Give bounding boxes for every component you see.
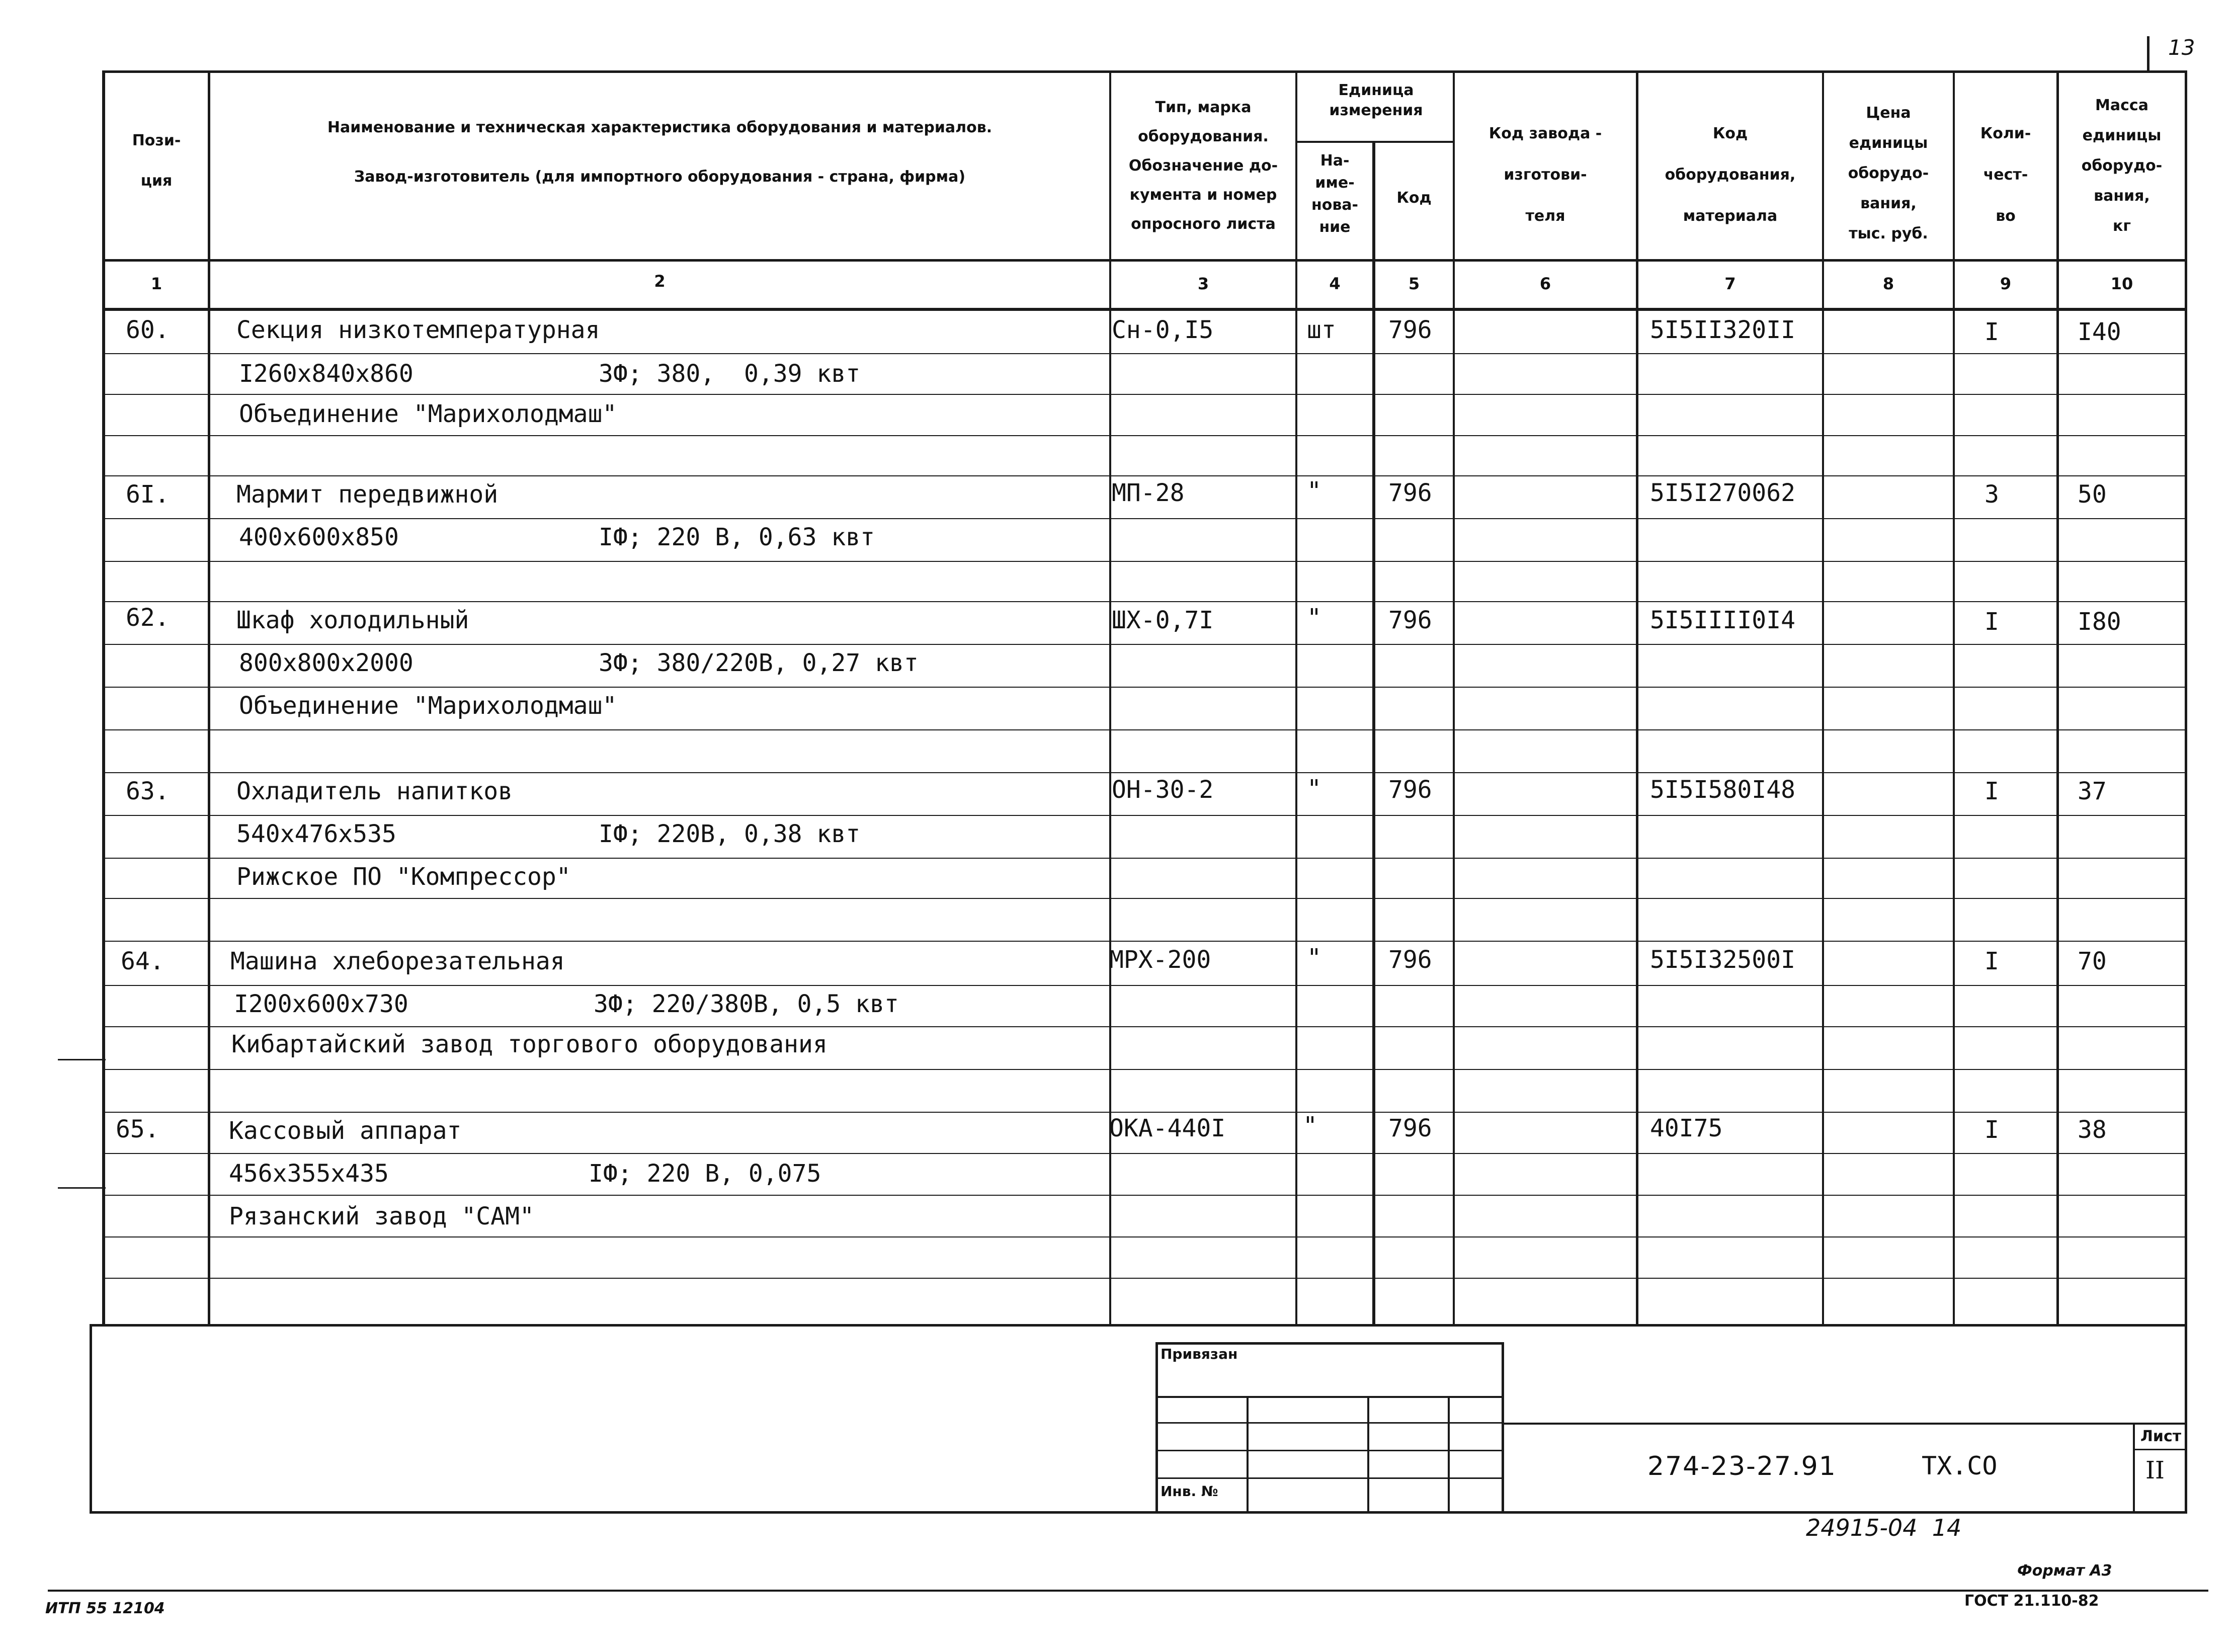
header-name-line1: Наименование и техническая характеристика оборудования и материалов. (327, 119, 992, 136)
stamp-box-left (1155, 1342, 1158, 1512)
row-line (102, 1026, 2187, 1027)
row-line (102, 858, 2187, 859)
header-quantity: Коли- чест- во (1980, 125, 2031, 225)
colnum-6: 6 (1539, 274, 1551, 293)
item-name: Машина хлеборезательная (230, 947, 565, 975)
item-mass: I40 (2078, 318, 2121, 346)
item-quantity: I (1984, 777, 1999, 805)
item-position: 63. (126, 777, 170, 805)
item-quantity: I (1984, 947, 1999, 975)
colnum-10: 10 (2110, 274, 2133, 293)
item-quantity: I (1984, 608, 1999, 636)
item-unit: " (1307, 944, 1321, 972)
item-name: Шкаф холодильный (236, 606, 469, 634)
colnum-9: 9 (2000, 274, 2012, 293)
colnum-8: 8 (1882, 274, 1894, 293)
item-type: ШХ-0,7I (1112, 606, 1214, 634)
item-power: 3Ф; 220/380В, 0,5 квт (594, 990, 899, 1018)
stamp-inv-no-label: Инв. № (1161, 1483, 1218, 1500)
stamp-line (1155, 1477, 1504, 1479)
colnum-5: 5 (1408, 274, 1420, 293)
item-unit: " (1307, 604, 1321, 632)
row-line (102, 772, 2187, 773)
handwritten-number: 24915-04 14 (1806, 1514, 1962, 1541)
row-line (102, 1195, 2187, 1196)
item-type: МП-28 (1112, 479, 1185, 507)
stamp-line (1155, 1422, 1504, 1424)
colnum-3: 3 (1197, 274, 1209, 293)
item-power: IФ; 220 В, 0,075 (589, 1160, 821, 1188)
item-power: 3Ф; 380, 0,39 квт (599, 360, 861, 388)
colnum-2: 2 (654, 272, 666, 291)
list-label: Лист (2140, 1428, 2182, 1445)
list-box-left (2133, 1423, 2135, 1513)
margin-tick (58, 1059, 106, 1060)
row-line (102, 644, 2187, 645)
header-factory-code: Код завода - изготови- теля (1488, 125, 1602, 225)
item-mass: 70 (2078, 947, 2107, 975)
item-equipment-code: 5I5IIII0I4 (1650, 606, 1795, 634)
item-power: 3Ф; 380/220В, 0,27 квт (599, 649, 919, 677)
item-mass: 37 (2078, 777, 2107, 805)
item-quantity: I (1984, 1116, 1999, 1144)
row-line (102, 1236, 2187, 1237)
doc-code-top-line (1502, 1423, 2187, 1425)
item-position: 62. (126, 604, 170, 632)
row-line (102, 561, 2187, 562)
row-line (102, 601, 2187, 602)
header-unit-group: Единица измерения (1329, 81, 1423, 119)
item-quantity: I (1984, 318, 1999, 346)
row-line (102, 1112, 2187, 1113)
row-line (102, 475, 2187, 476)
item-type: Сн-0,I5 (1112, 316, 1214, 344)
item-equipment-code: 5I5II320II (1650, 316, 1795, 344)
item-name: Мармит передвижной (236, 480, 499, 509)
itp-label: ИТП 55 12104 (45, 1600, 165, 1617)
unit-subheader-line (1295, 141, 1455, 143)
item-manufacturer: Объединение "Марихолодмаш" (239, 400, 617, 428)
item-dimensions: 456x355x435 (229, 1160, 389, 1188)
titleblock-right-border (2185, 1324, 2187, 1514)
item-name: Секция низкотемпературная (236, 316, 600, 344)
row-line (102, 815, 2187, 816)
header-position: Пози- ция (132, 132, 181, 190)
item-unit-code: 796 (1388, 606, 1432, 634)
item-unit-code: 796 (1388, 479, 1432, 507)
header-equipment-code: Код оборудования, материала (1665, 125, 1796, 225)
item-manufacturer: Рязанский завод "САМ" (229, 1202, 534, 1230)
row-line (102, 1069, 2187, 1070)
header-unit-name: На- име- нова- ние (1311, 152, 1359, 236)
stamp-privyazan-label: Привязан (1161, 1346, 1238, 1362)
row-line (102, 353, 2187, 354)
table-divider-col4 (1372, 141, 1375, 1326)
header-mass: Масса единицы оборудо- вания, кг (2081, 97, 2163, 235)
table-bottom-line (91, 1324, 2187, 1327)
stamp-vline (1247, 1396, 1249, 1512)
row-line (102, 518, 2187, 519)
row-line (102, 941, 2187, 942)
corner-tick (2147, 36, 2149, 71)
table-top-border (102, 70, 2187, 73)
item-dimensions: I200x600x730 (234, 990, 408, 1018)
item-unit: " (1307, 477, 1321, 505)
item-name: Кассовый аппарат (229, 1117, 462, 1145)
list-number: II (2145, 1456, 2165, 1484)
row-line (102, 1153, 2187, 1154)
format-label: Формат А3 (2017, 1562, 2112, 1580)
stamp-line (1155, 1450, 1504, 1451)
header-bottom-line (102, 259, 2187, 262)
footer-rule (48, 1590, 2208, 1592)
stamp-vline (1367, 1396, 1369, 1512)
item-dimensions: I260x840x860 (239, 360, 413, 388)
item-mass: 50 (2078, 480, 2107, 509)
document-code: 274-23-27.91 (1647, 1451, 1837, 1481)
row-line (102, 1278, 2187, 1279)
item-dimensions: 800x800x2000 (239, 649, 413, 677)
header-unit-code: Код (1396, 189, 1432, 207)
item-mass: 38 (2078, 1116, 2107, 1144)
item-position: 64. (121, 947, 164, 975)
item-manufacturer: Кибартайский завод торгового оборудования (231, 1030, 828, 1058)
stamp-box-right (1502, 1342, 1504, 1512)
titleblock-left-border (90, 1324, 92, 1513)
row-line (102, 729, 2187, 730)
row-line (102, 898, 2187, 899)
list-box-mid (2133, 1449, 2187, 1450)
stamp-box-top (1155, 1342, 1504, 1345)
item-mass: I80 (2078, 608, 2121, 636)
colnum-bottom-line (102, 308, 2187, 311)
item-unit: " (1303, 1112, 1317, 1140)
margin-tick (58, 1187, 106, 1189)
header-price: Цена единицы оборудо- вания, тыс. руб. (1848, 104, 1929, 242)
item-equipment-code: 40I75 (1650, 1114, 1723, 1142)
item-name: Охладитель напитков (236, 777, 513, 805)
item-unit-code: 796 (1388, 1114, 1432, 1142)
item-equipment-code: 5I5I32500I (1650, 946, 1795, 974)
item-power: IФ; 220В, 0,38 квт (599, 820, 861, 848)
item-unit-code: 796 (1388, 776, 1432, 804)
item-type: ОКА-440I (1109, 1114, 1226, 1142)
stamp-line (1155, 1396, 1504, 1398)
colnum-7: 7 (1724, 274, 1736, 293)
item-position: 6I. (126, 480, 170, 509)
item-position: 60. (126, 316, 170, 344)
item-unit: шт (1307, 316, 1336, 344)
item-unit-code: 796 (1388, 316, 1432, 344)
item-position: 65. (116, 1115, 159, 1143)
item-type: ОН-30-2 (1112, 776, 1214, 804)
header-type: Тип, марка оборудования. Обозначение до- кумента и номер опросного листа (1128, 99, 1278, 233)
row-line (102, 687, 2187, 688)
corner-page-number: 13 (2168, 35, 2195, 60)
item-power: IФ; 220 В, 0,63 квт (599, 523, 875, 551)
item-unit: " (1307, 775, 1321, 803)
row-line (102, 394, 2187, 395)
row-line (102, 435, 2187, 436)
header-name-line2: Завод-изготовитель (для импортного оборудования - страна, фирма) (354, 168, 966, 186)
stamp-vline (1448, 1396, 1450, 1512)
item-type: МРХ-200 (1109, 946, 1211, 974)
gost-label: ГОСТ 21.110-82 (1964, 1592, 2099, 1610)
colnum-1: 1 (150, 274, 162, 293)
item-manufacturer: Рижское ПО "Компрессор" (236, 863, 571, 891)
item-equipment-code: 5I5I580I48 (1650, 776, 1795, 804)
item-dimensions: 540x476x535 (236, 820, 396, 848)
colnum-4: 4 (1329, 274, 1341, 293)
item-unit-code: 796 (1388, 946, 1432, 974)
item-dimensions: 400x600x850 (239, 523, 399, 551)
document-suffix: ТХ.СО (1922, 1451, 1998, 1480)
item-quantity: 3 (1984, 480, 1999, 509)
item-manufacturer: Объединение "Марихолодмаш" (239, 692, 617, 720)
item-equipment-code: 5I5I270062 (1650, 479, 1795, 507)
row-line (102, 985, 2187, 986)
titleblock-bottom-line (90, 1511, 2187, 1514)
